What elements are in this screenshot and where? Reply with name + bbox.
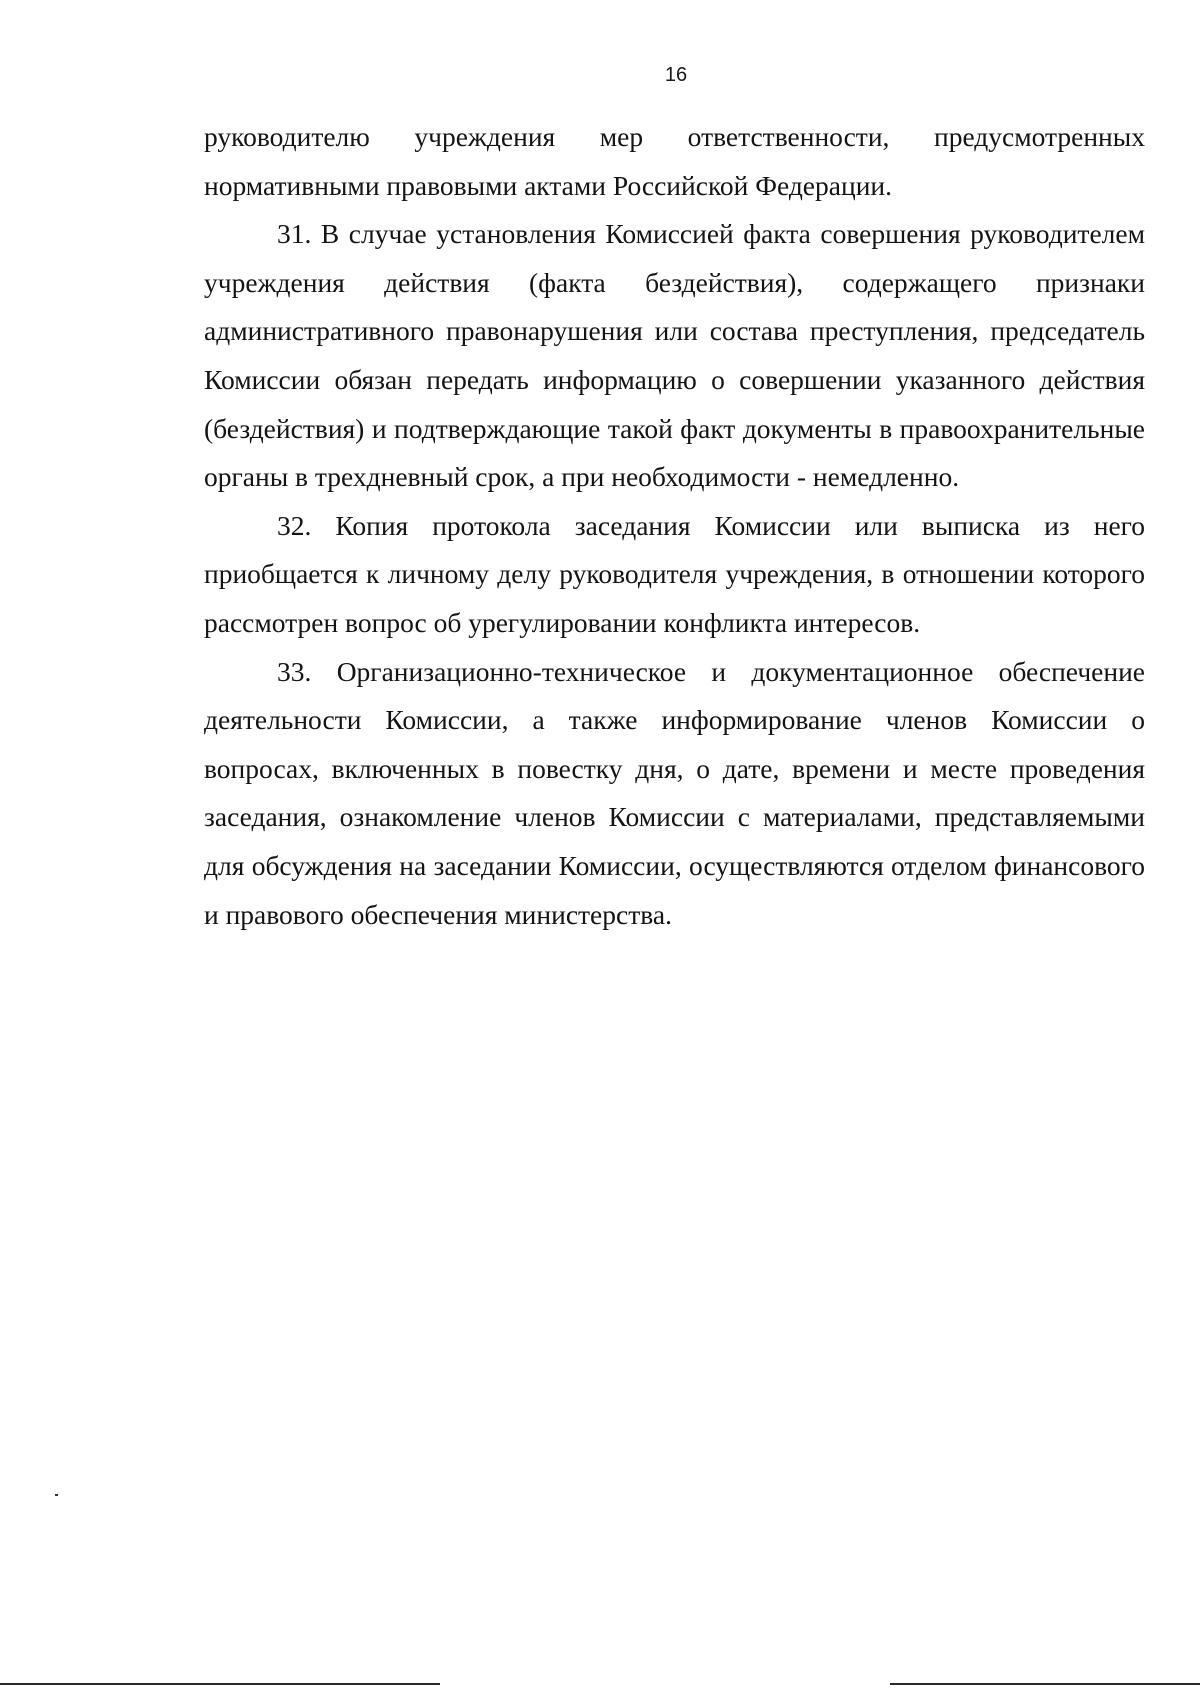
- paragraph-31: 31. В случае установления Комиссией факта совершения руководителем учреждения действия (факта бездействия), содержащего признаки административного правонарушения или состава преступления, председатель Комиссии обязан передать информацию о совершении указанного действия (бездействия) и подтверждающие такой факт документы в правоохранительные органы в трехдневный срок, а при необходимости - немедленно.: [204, 218, 1145, 493]
- paragraph-32: 32. Копия протокола заседания Комиссии или выписка из него приобщается к личному делу руководителя учреждения, в отношении которого рассмотрен вопрос об урегулировании конфликта интересов.: [204, 509, 1145, 638]
- bottom-edge-rule-left: [0, 1683, 440, 1685]
- scan-speck: [55, 1494, 58, 1496]
- paragraph-33: 33. Организационно-техническое и документационное обеспечение деятельности Комиссии, а также информирование членов Комиссии о вопросах, включенных в повестку дня, о дате, времени и месте проведения заседания, ознакомление членов Комиссии с материалами, представляемыми для обсуждения на заседании Комиссии, осуществляются отделом финансового и правового обеспечения министерства.: [204, 655, 1145, 930]
- page-number: 16: [664, 64, 688, 86]
- bottom-edge-rule-right: [890, 1683, 1200, 1685]
- paragraph-continuation: руководителю учреждения мер ответственности, предусмотренных нормативными правовыми актами Российской Федерации.: [204, 121, 1145, 201]
- document-body: [204, 113, 1145, 939]
